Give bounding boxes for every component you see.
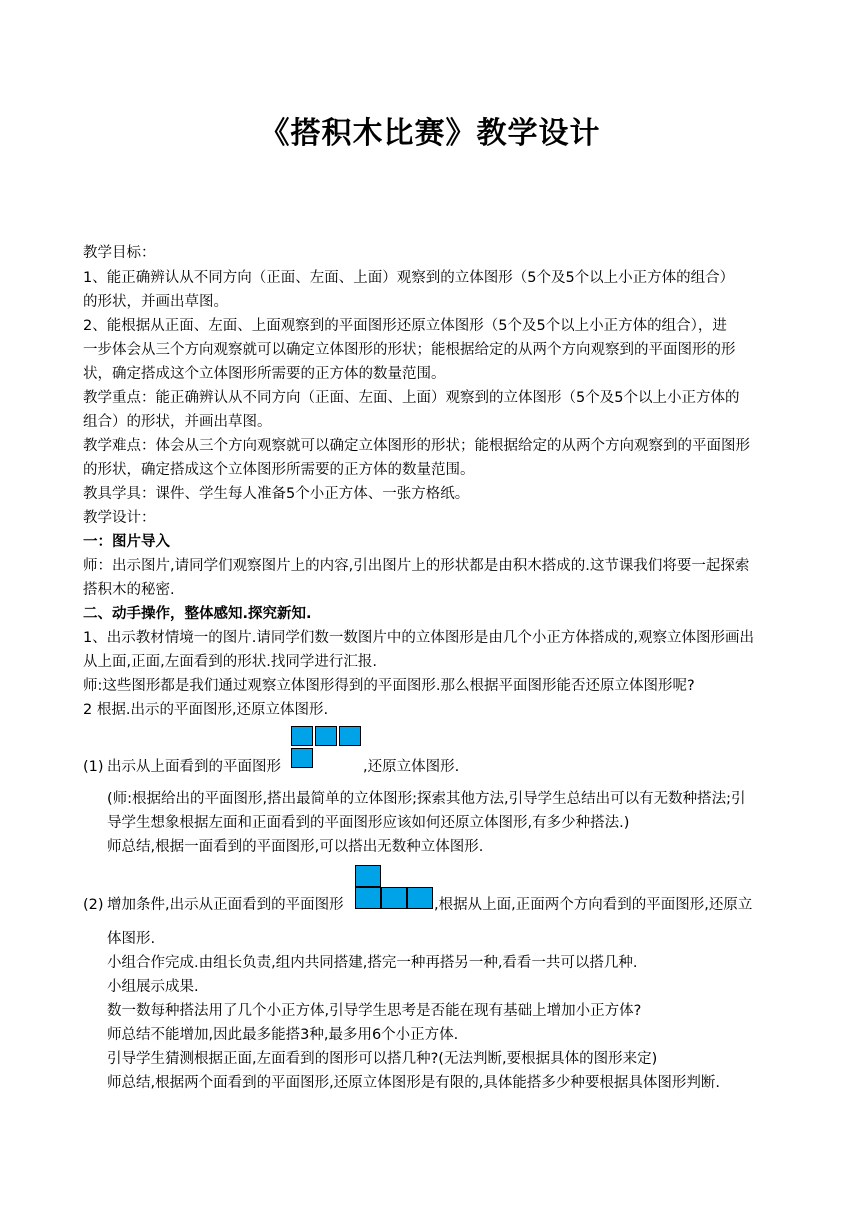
square-cell [291, 748, 313, 768]
text-line: 2 根据.出示的平面图形,还原立体图形. [83, 702, 329, 718]
text-line: 一步体会从三个方向观察就可以确定立体图形的形状；能根据给定的从两个方向观察到的平面图形的形 [83, 342, 736, 358]
item-1-note: 导学生想象根据左面和正面看到的平面图形应该如何还原立体图形,有多少种搭法.) [107, 815, 630, 831]
text-line: 教学重点：能正确辨认从不同方向（正面、左面、上面）观察到的立体图形（5个及5个以上小正方体的 [83, 390, 740, 406]
text-line: 的形状，确定搭成这个立体图形所需要的正方体的数量范围。 [83, 462, 475, 478]
text-line: 教学设计： [83, 510, 156, 526]
text-line: 师：出示图片,请同学们观察图片上的内容,引出图片上的形状都是由积木搭成的.这节课我们将要一起探索 [83, 558, 750, 574]
square-cell [315, 726, 337, 746]
square-cell [291, 726, 313, 746]
text-line: 教学目标： [83, 245, 156, 261]
item-2-note: 体图形. [107, 931, 156, 947]
item-2-note: 小组合作完成.由组长负责,组内共同搭建,搭完一种再搭另一种,看看一共可以搭几种. [107, 955, 638, 971]
item-1-number: (1) [83, 759, 104, 775]
item-1-text-before: 出示从上面看到的平面图形 [107, 759, 281, 775]
square-cell [381, 887, 407, 909]
item-2-text-after: ,根据从上面,正面两个方向看到的平面图形,还原立 [434, 897, 753, 913]
top-view-figure [291, 726, 363, 770]
text-line: 师:这些图形都是我们通过观察立体图形得到的平面图形.那么根据平面图形能否还原立体图形呢? [83, 678, 695, 694]
item-2-note: 数一数每种搭法用了几个小正方体,引导学生思考是否能在现有基础上增加小正方体? [107, 1003, 642, 1019]
square-cell [407, 887, 433, 909]
document-title: 《搭积木比赛》教学设计 [259, 116, 601, 151]
item-1-text-after: ,还原立体图形. [363, 759, 460, 775]
text-line: 教学难点：体会从三个方向观察就可以确定立体图形的形状；能根据给定的从两个方向观察到的平面图形 [83, 438, 750, 454]
item-2-note: 引导学生猜测根据正面,左面看到的图形可以搭几种?(无法判断,要根据具体的图形来定) [107, 1051, 658, 1067]
item-1-note: 师总结,根据一面看到的平面图形,可以搭出无数种立体图形. [107, 839, 484, 855]
text-line: 从上面,正面,左面看到的形状.找同学进行汇报. [83, 654, 377, 670]
item-2-text-before: 增加条件,出示从正面看到的平面图形 [107, 897, 344, 913]
front-view-figure [355, 865, 435, 911]
square-cell [355, 865, 381, 887]
text-line: 1、能正确辨认从不同方向（正面、左面、上面）观察到的立体图形（5个及5个以上小正方体的组合） [83, 270, 735, 286]
text-line: 搭积木的秘密. [83, 582, 175, 598]
text-line: 的形状，并画出草图。 [83, 294, 228, 310]
item-2-note: 师总结,根据两个面看到的平面图形,还原立体图形是有限的,具体能搭多少种要根据具体图形判断. [107, 1075, 720, 1091]
section-heading: 二、动手操作，整体感知.探究新知. [83, 606, 312, 622]
item-1-note: (师:根据给出的平面图形,搭出最简单的立体图形;探索其他方法,引导学生总结出可以有无数种搭法;引 [107, 791, 746, 807]
item-2-note: 师总结不能增加,因此最多能搭3种,最多用6个小正方体. [107, 1027, 459, 1043]
item-2-note: 小组展示成果. [107, 979, 199, 995]
section-heading: 一：图片导入 [83, 534, 170, 550]
text-line: 2、能根据从正面、左面、上面观察到的平面图形还原立体图形（5个及5个以上小正方体的组合），进 [83, 318, 727, 334]
text-line: 教具学具：课件、学生每人准备5个小正方体、一张方格纸。 [83, 486, 470, 502]
square-cell [339, 726, 361, 746]
text-line: 组合）的形状，并画出草图。 [83, 414, 272, 430]
item-2-number: (2) [83, 897, 104, 913]
square-cell [355, 887, 381, 909]
text-line: 1、出示教材情境一的图片.请同学们数一数图片中的立体图形是由几个小正方体搭成的,观察立体图形画出 [83, 630, 754, 646]
text-line: 状，确定搭成这个立体图形所需要的正方体的数量范围。 [83, 366, 446, 382]
